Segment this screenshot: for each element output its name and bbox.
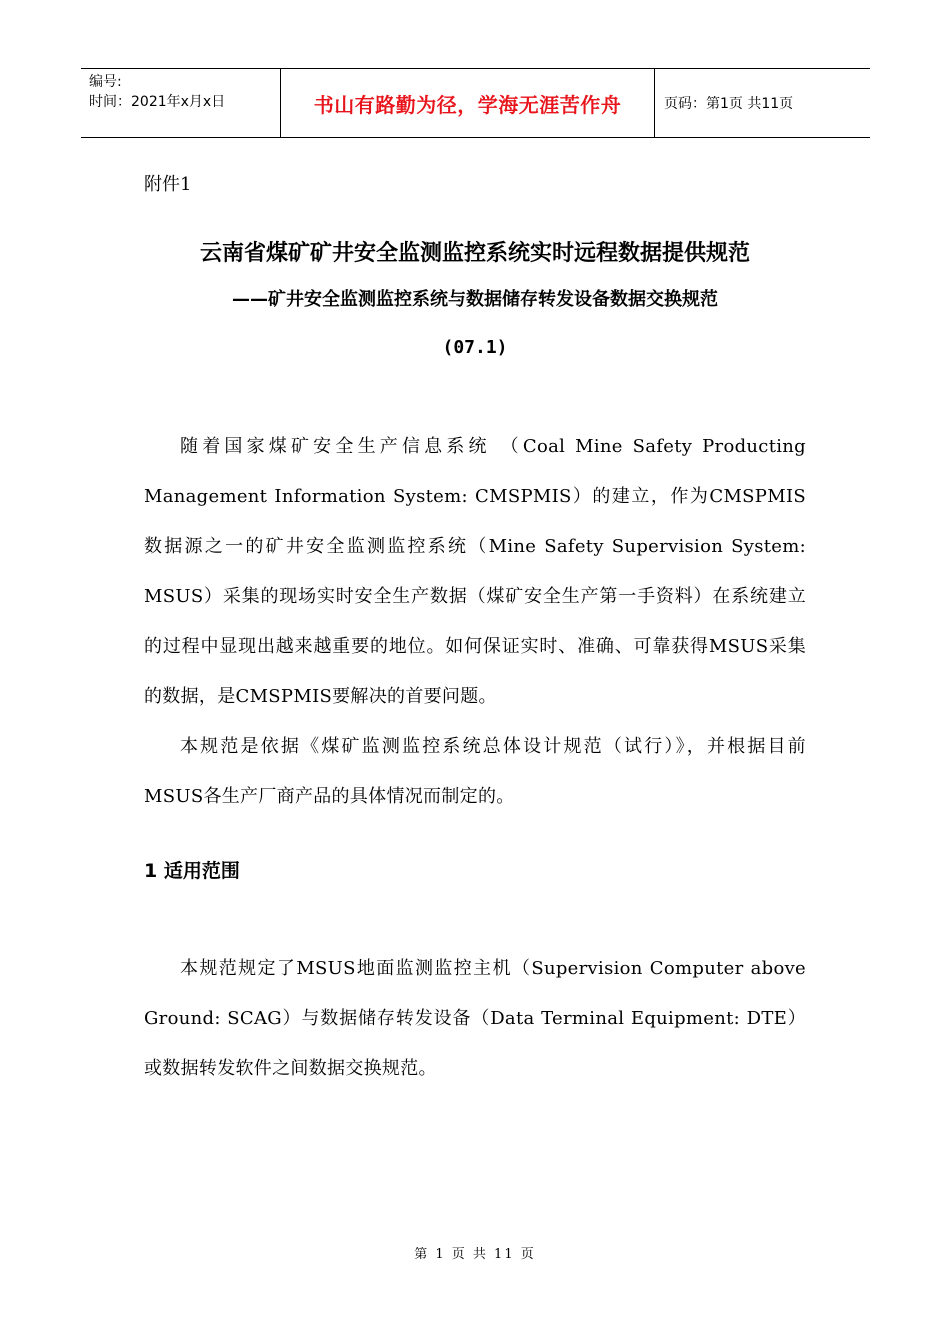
document-subtitle: ——矿井安全监测监控系统与数据储存转发设备数据交换规范	[232, 289, 718, 310]
intro-paragraph: 随着国家煤矿安全生产信息系统 （Coal Mine Safety Producting Management Information System: CMSPMIS）的建立，作为CMSPMIS数据源之一的矿井安全监测监控系统（Mine Safety Supervision System: MSUS）采集的现场实时安全生产数据（煤矿安全生产第一手资料）在系统建立的过程中显现出越来越重要的地位。如何保证实时、准确、可靠获得MSUS采集的数据，是CMSPMIS要解决的首要问题。	[144, 436, 806, 707]
document-title: 云南省煤矿矿井安全监测监控系统实时远程数据提供规范	[199, 241, 750, 266]
basis-paragraph: 本规范是依据《煤矿监测监控系统总体设计规范（试行）》，并根据目前MSUS各生产厂商产品的具体情况而制定的。	[144, 736, 806, 807]
scope-paragraph: 本规范规定了MSUS地面监测监控主机（Supervision Computer above Ground: SCAG）与数据储存转发设备（Data Terminal Equipment: DTE）或数据转发软件之间数据交换规范。	[144, 958, 806, 1079]
section-heading-scope: 1 适用范围	[144, 860, 240, 882]
document-date: 时间：2021年x月x日	[89, 94, 226, 110]
document-version: (07.1)	[442, 337, 508, 358]
document-number-label: 编号:	[89, 74, 122, 90]
header-motto: 书山有路勤为径，学海无涯苦作舟	[281, 69, 655, 137]
page-header	[81, 68, 870, 138]
header-meta-cell	[81, 69, 281, 137]
attachment-label: 附件1	[144, 174, 192, 195]
page-footer: 第 1 页 共 11 页	[414, 1247, 536, 1262]
document-body	[144, 170, 806, 1094]
header-page-info: 页码：第1页 共11页	[664, 96, 794, 112]
